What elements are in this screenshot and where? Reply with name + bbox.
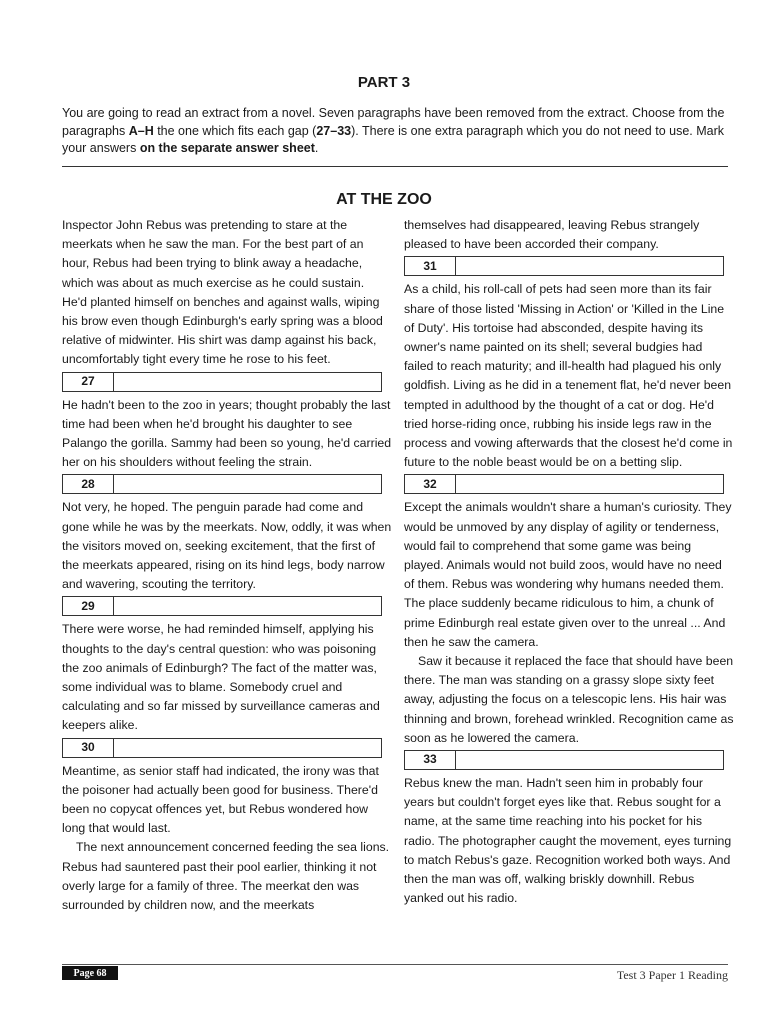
instructions-bold: 27–33	[316, 123, 352, 138]
gap-number: 29	[63, 597, 114, 615]
gap-blank[interactable]	[456, 751, 723, 769]
left-column	[62, 216, 392, 915]
footer-section: Test 3 Paper 1 Reading	[616, 968, 728, 982]
story-title: AT THE ZOO	[336, 191, 432, 208]
instructions	[62, 105, 732, 158]
divider	[62, 166, 728, 167]
right-column	[404, 216, 734, 909]
gap-number: 30	[63, 739, 114, 757]
paragraph: There were worse, he had reminded himself, applying his thoughts to the day's central question: who was poisoning the zoo animals of Edinburgh? The fact of the matter was, some individual was to blame. Somebody cruel and calculating and so far missed by surveillance cameras and keepers alike.	[62, 622, 380, 733]
instructions-text: .	[314, 141, 319, 155]
gap-28[interactable]	[62, 474, 382, 494]
instructions-bold: A–H	[128, 123, 154, 138]
gap-number: 28	[63, 475, 114, 493]
paragraph: Inspector John Rebus was pretending to stare at the meerkats when he saw the man. For the best part of an hour, Rebus had been trying to blink away a headache, which was about as much exercise as he could sustain. He'd planted himself on benches and against walls, wiping his brow even though Edinburgh's early spring was a blood relative of midwinter. His shirt was damp against his back, uncomfortably tight every time he rose to his feet.	[62, 218, 383, 367]
paragraph: Except the animals wouldn't share a human's curiosity. They would be unmoved by any display of agility or tenderness, would fail to comprehend that some game was being played. Animals would not build zoos, would have no need of them. Rebus was wondering why humans needed them. The place suddenly became ridiculous to him, a chunk of prime Edinburgh real estate given over to the unreal ... And then he saw the camera.	[404, 500, 732, 649]
paragraph: themselves had disappeared, leaving Rebus strangely pleased to have been accorded their company.	[404, 218, 700, 252]
gap-number: 33	[405, 751, 456, 769]
paragraph: He hadn't been to the zoo in years; thought probably the last time had been when he'd brought his daughter to see Palango the gorilla. Sammy had been so young, he'd carried her on his shoulders without feeling the strain.	[62, 397, 392, 470]
page-number-badge: Page 68	[62, 966, 118, 980]
gap-32[interactable]	[404, 474, 724, 494]
gap-33[interactable]	[404, 750, 724, 770]
paragraph: Not very, he hoped. The penguin parade had come and gone while he was by the meerkats. Now, oddly, it was when the visitors moved on, seeking excitement, that the first of the meerkats appeared, rising on its hind legs, body narrow and wavering, scouting the territory.	[62, 500, 392, 592]
paragraph: The next announcement concerned feeding the sea lions. Rebus had sauntered past their pool earlier, thinking it not overly large for a family of three. The meerkat den was surrounded by children now, and the meerkats	[62, 840, 390, 913]
instructions-text: You are going to read an extract from a novel. Seven paragraphs have been removed from the extract. Choose from the paragraphs	[62, 106, 725, 138]
gap-31[interactable]	[404, 256, 724, 276]
gap-blank[interactable]	[114, 373, 381, 391]
gap-number: 31	[405, 257, 456, 275]
gap-30[interactable]	[62, 738, 382, 758]
paragraph: Saw it because it replaced the face that should have been there. The man was standing on a grassy slope sixty feet away, adjusting the focus on a telescopic lens. His hair was thinning and brown, forehead wrinkled. Recognition came as soon as he lowered the camera.	[404, 654, 734, 745]
paragraph: As a child, his roll-call of pets had seen more than its fair share of those listed 'Missing in Action' or 'Killed in the Line of Duty'. His tortoise had absconded, despite having its owner's name painted on its shell; several budgies had failed to reach maturity; and ill-health had plagued his only goldfish. Living as he did in a tenement flat, he'd never been tempted in adulthood by the thought of a cat or dog. He'd tried horse-riding once, rubbing his inside legs raw in the process and vowing afterwards that the closest he'd come in future to the noble beast would be on a betting slip.	[404, 282, 733, 470]
instructions-text: ). There is one extra paragraph which you do not need to use. Mark your answers	[62, 123, 725, 155]
paragraph: Rebus knew the man. Hadn't seen him in probably four years but couldn't forget eyes like that. Rebus sought for a name, at the same time reaching into his pocket for his radio. The photographer caught the movement, eyes turning to match Rebus's gaze. Recognition worked both ways. And then the man was off, walking briskly downhill. Rebus yanked out his radio.	[404, 776, 732, 906]
gap-blank[interactable]	[114, 597, 381, 615]
gap-blank[interactable]	[114, 739, 381, 757]
footer-divider	[62, 964, 728, 965]
gap-number: 32	[405, 475, 456, 493]
gap-number: 27	[63, 373, 114, 391]
instructions-text: the one which fits each gap (	[153, 123, 317, 138]
gap-blank[interactable]	[456, 257, 723, 275]
gap-blank[interactable]	[456, 475, 723, 493]
gap-29[interactable]	[62, 596, 382, 616]
gap-blank[interactable]	[114, 475, 381, 493]
paragraph: Meantime, as senior staff had indicated, the irony was that the poisoner had actually been good for business. There'd been no copycat offences yet, but Rebus wondered how long that would last.	[62, 763, 379, 836]
instructions-bold: on the separate answer sheet	[139, 141, 315, 155]
gap-27[interactable]	[62, 372, 382, 392]
part-title: PART 3	[357, 74, 411, 91]
